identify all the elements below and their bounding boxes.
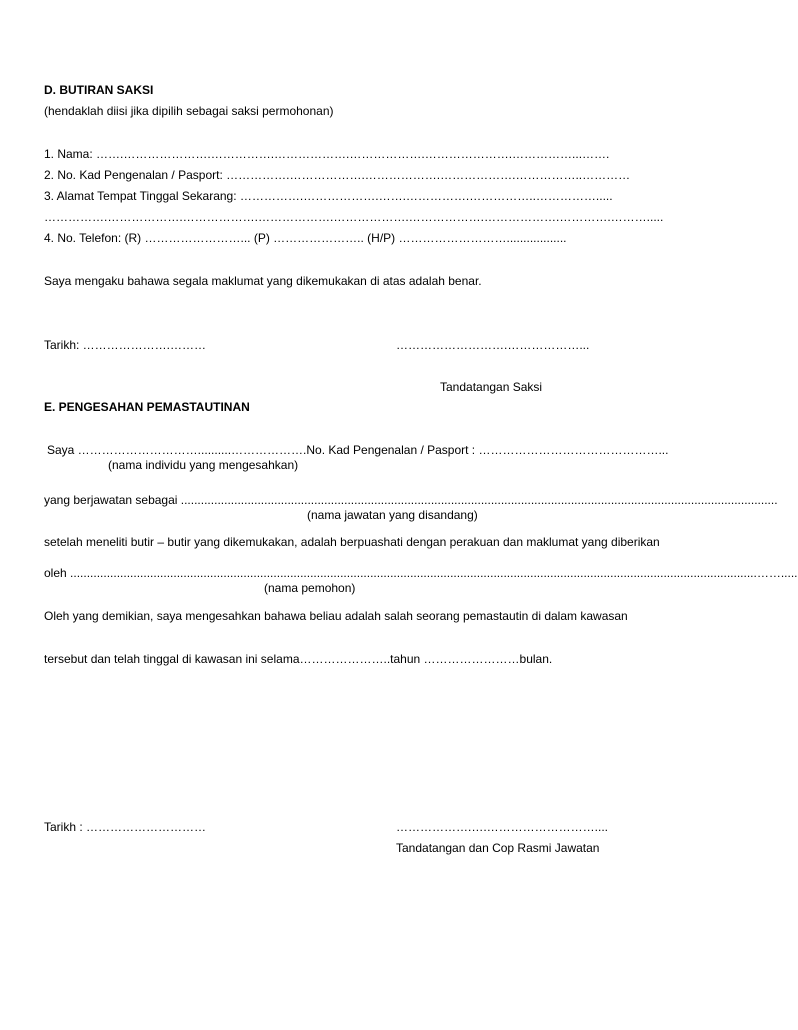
field-telefon: 4. No. Telefon: (R) ……………………... (P) ………………….. (H/P) ……………………….................. — [44, 231, 567, 245]
declaration-text: Saya mengaku bahawa segala maklumat yang dikemukakan di atas adalah benar. — [44, 274, 482, 288]
confirmer-name-caption: (nama individu yang mengesahkan) — [108, 458, 299, 472]
official-signature-line: ……………….….……………………….... — [396, 820, 609, 834]
witness-date: Tarikh: ………………….……… — [44, 338, 207, 352]
witness-signature-line: ……………………….………………... — [396, 338, 590, 352]
field-alamat-continued: …………….……………….……………….……………….……………….……………….……………….………….………..... — [44, 210, 664, 224]
field-kad-pengenalan: 2. No. Kad Pengenalan / Pasport: …………….……………….……………….……………….……………..………… — [44, 168, 631, 182]
section-d-heading: D. BUTIRAN SAKSI — [44, 83, 154, 97]
confirmation-text: Oleh yang demikian, saya mengesahkan bahawa beliau adalah salah seorang pemastautin di dalam kawasan — [44, 609, 628, 623]
witness-signature-label: Tandatangan Saksi — [440, 380, 543, 394]
official-date: Tarikh : ………………………… — [44, 820, 207, 834]
field-nama: 1. Nama: …….………………….…………….……………….……………….………………….……………...……. — [44, 147, 610, 161]
official-signature-label: Tandatangan dan Cop Rasmi Jawatan — [396, 841, 600, 855]
applicant-line: oleh ..............................................................................................................................................................................................................……..... — [44, 566, 798, 580]
residence-duration-line: tersebut dan telah tinggal di kawasan ini selama…………………..tahun ……………………bulan. — [44, 652, 553, 666]
position-caption: (nama jawatan yang disandang) — [307, 508, 478, 522]
field-alamat: 3. Alamat Tempat Tinggal Sekarang: …………….……………….…….…………….……………..……………..... — [44, 189, 613, 203]
section-e-heading: E. PENGESAHAN PEMASTAUTINAN — [44, 400, 250, 414]
confirmer-line: Saya …………………………..........……………….No. Kad Pengenalan / Pasport : ………………………………………... — [47, 443, 669, 457]
position-line: yang berjawatan sebagai ................................................................................................................................................................................... — [44, 493, 778, 507]
section-d-subheading: (hendaklah diisi jika dipilih sebagai saksi permohonan) — [44, 104, 334, 118]
applicant-caption: (nama pemohon) — [264, 581, 356, 595]
verification-text: setelah meneliti butir – butir yang dikemukakan, adalah berpuashati dengan perakuan dan maklumat yang diberikan — [44, 535, 660, 549]
